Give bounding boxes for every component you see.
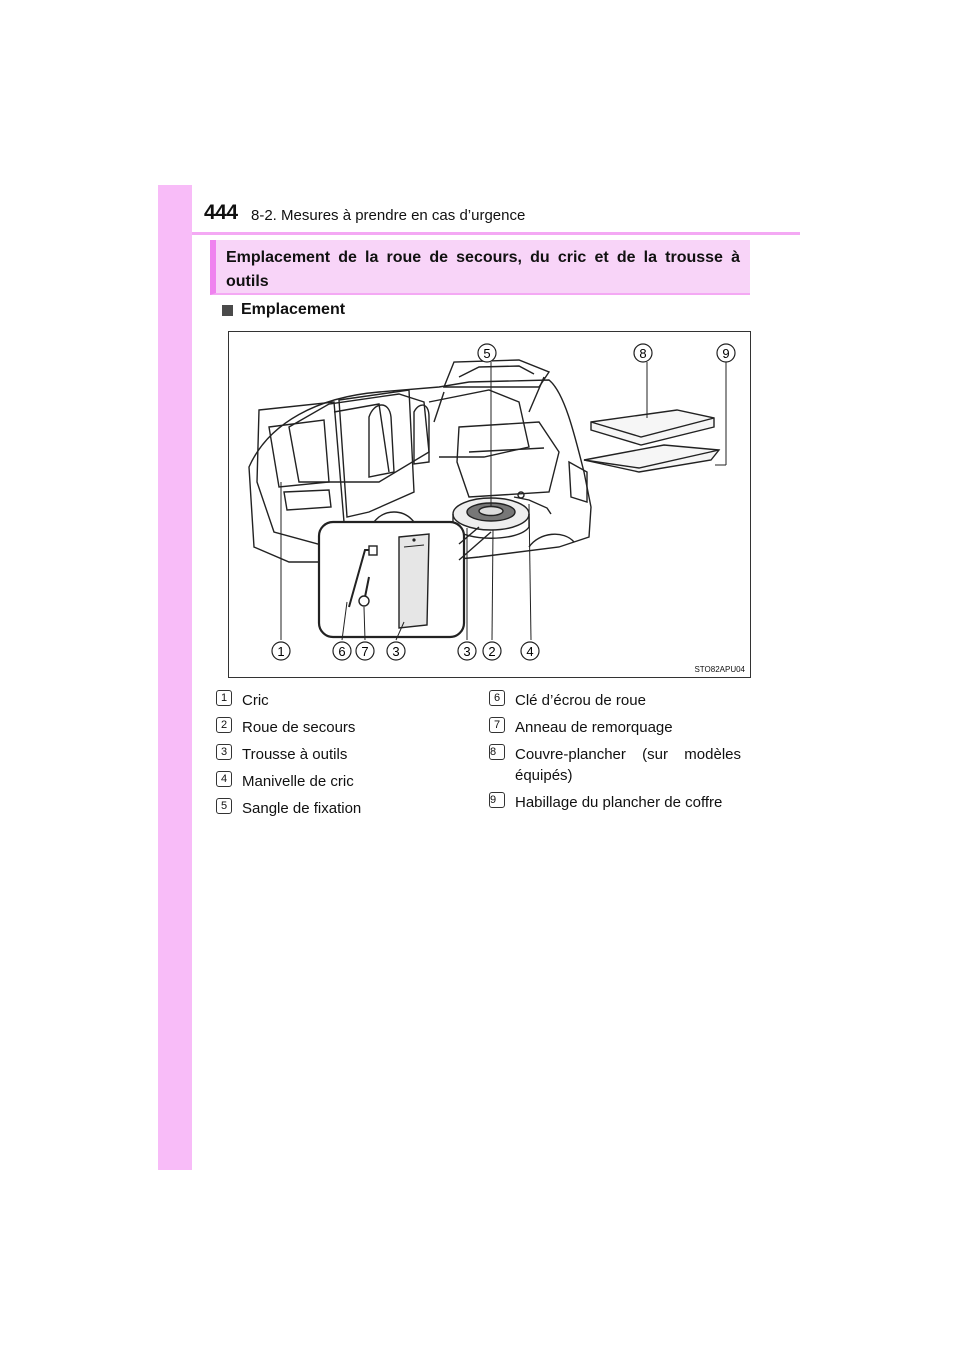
subheading-text: Emplacement [241, 301, 346, 318]
legend-number: 6 [489, 690, 505, 706]
legend-item [489, 717, 741, 738]
legend-item [489, 744, 741, 786]
legend-item [216, 717, 456, 738]
legend-text: Habillage du plancher de coffre [515, 794, 723, 811]
figure-code: STO82APU04 [694, 665, 745, 674]
subheading [222, 301, 345, 319]
callout-5: 5 [483, 346, 491, 361]
legend-number: 2 [216, 717, 232, 733]
car-storage-illustration [228, 331, 751, 678]
legend-text: Cric [242, 692, 269, 709]
callout-4: 4 [526, 644, 534, 659]
legend-number: 8 [489, 744, 505, 760]
section-title: Emplacement de la roue de secours, du cric et de la trousse à outils [226, 249, 740, 290]
legend-item [216, 771, 456, 792]
legend-text: Roue de secours [242, 719, 356, 736]
legend-number: 9 [489, 792, 505, 808]
legend-item [489, 690, 741, 711]
legend-number: 1 [216, 690, 232, 706]
legend-item [216, 690, 456, 711]
legend-text: Anneau de remorquage [515, 719, 673, 736]
legend-item [216, 798, 456, 819]
legend-text: Manivelle de cric [242, 773, 354, 790]
section-heading-box [210, 240, 750, 295]
legend-item [216, 744, 456, 765]
square-bullet-icon [222, 305, 233, 316]
callout-9: 9 [722, 346, 730, 361]
legend-text: Couvre-plancher (sur modèles équipés) [515, 746, 741, 784]
legend-text: Clé d’écrou de roue [515, 692, 646, 709]
callout-6: 6 [338, 644, 346, 659]
legend-right-column [489, 690, 741, 819]
page-number: 444 [204, 201, 238, 224]
callout-7: 7 [361, 644, 369, 659]
legend-number: 4 [216, 771, 232, 787]
header-divider [192, 232, 800, 235]
callout-1: 1 [277, 644, 285, 659]
callout-2: 2 [488, 644, 496, 659]
floor-boards-drawing [584, 410, 719, 472]
legend-number: 7 [489, 717, 505, 733]
chapter-sidebar-tab [158, 185, 192, 1170]
legend-number: 5 [216, 798, 232, 814]
callout-3a: 3 [392, 644, 400, 659]
callout-8: 8 [639, 346, 647, 361]
legend-text: Sangle de fixation [242, 800, 362, 817]
legend-left-column [216, 690, 456, 825]
legend-item [489, 792, 741, 813]
callout-3b: 3 [463, 644, 471, 659]
legend-number: 3 [216, 744, 232, 760]
chapter-title: 8-2. Mesures à prendre en cas d’urgence [251, 207, 526, 224]
illustration-svg [229, 332, 751, 678]
legend-text: Trousse à outils [242, 746, 348, 763]
